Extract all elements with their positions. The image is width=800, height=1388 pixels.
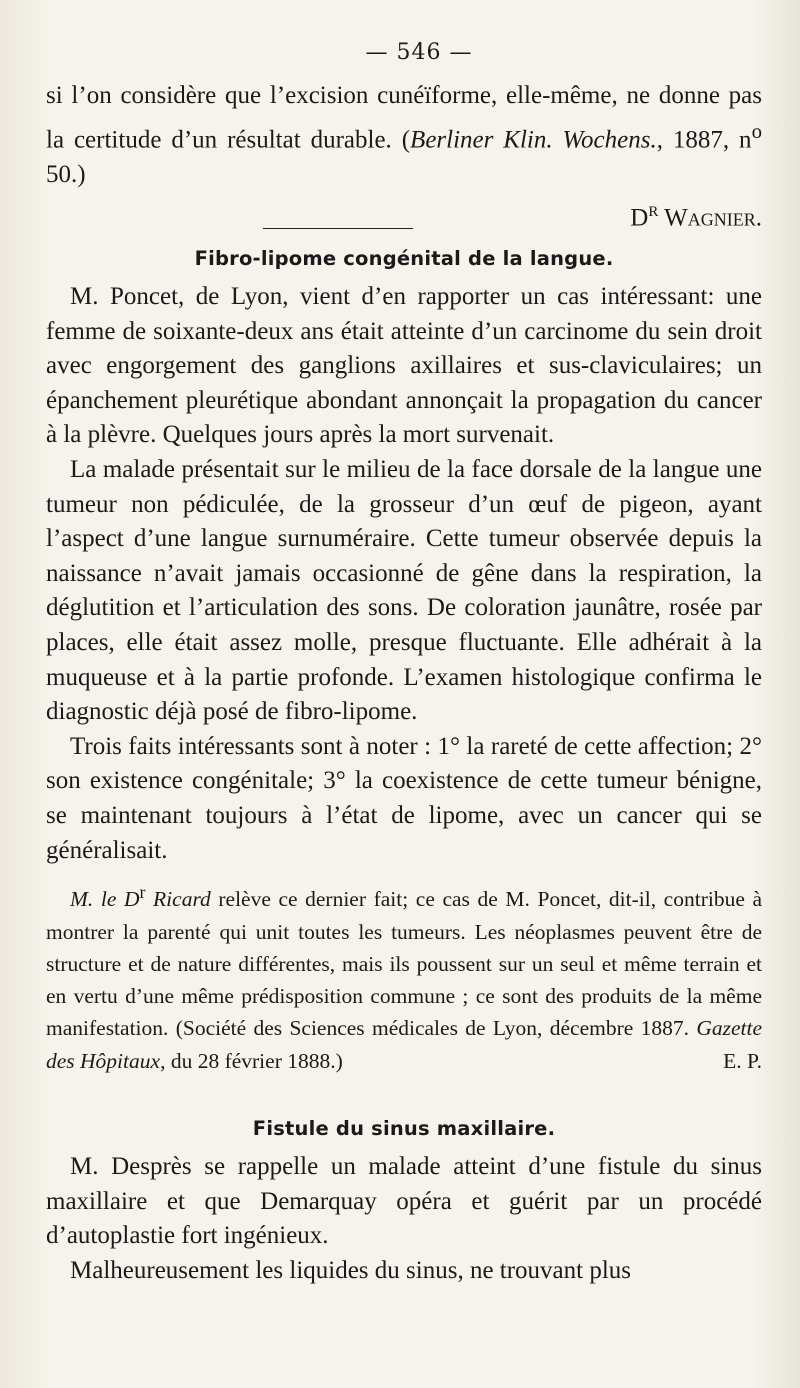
discussion-signature: E. P. [723, 1048, 762, 1073]
section-1-paragraph-3: Trois faits intéressants sont à noter : 1° la rareté de cette affection; 2° son existence congénitale; 3° la coexistence de cette tumeur bénigne, se maintenant toujours à l’état de lipome, avec un cancer qui se généralisait. [46, 732, 762, 864]
section-1-body [46, 280, 762, 868]
intro-text: si l’on considère que l’excision cunéïforme, elle-même, ne donne pas la certitude d’un résultat durable. ( [46, 82, 762, 153]
intro-block [46, 79, 762, 236]
section-1-discussion [46, 876, 762, 1077]
section-2-title: Fistule du sinus maxillaire. [252, 1117, 556, 1141]
section-1-title: Fibro-lipome congénital de la langue. [194, 247, 614, 271]
discussion-text: relève ce dernier fait; ce cas de M. Poncet, dit-il, contribue à montrer la parenté qui unit toutes les tumeurs. Les néoplasmes peuvent être de structure et de nature différentes, mais ils poussent sur un seul et même terrain et en vertu d’une même prédisposition commune ; ce sont des produits de la même manifestation. (Société des Sciences médicales de Lyon, décembre 1887. [46, 887, 763, 1041]
section-2-paragraph-1: M. Desprès se rappelle un malade atteint d’une fistule du sinus maxillaire et que Demarquay opéra et guérit par un procédé d’autoplastie fort ingénieux. [46, 1153, 762, 1250]
intro-year: , 1887, n [656, 125, 752, 153]
discussant-title: M. le D [70, 887, 140, 912]
section-1-paragraph-4 [46, 876, 762, 1077]
signature-title: D [630, 204, 649, 232]
section-1-paragraph-2: La malade présentait sur le milieu de la face dorsale de la langue une tumeur non pédiculée, de la grosseur d’un œuf de pigeon, ayant l’aspect d’une langue surnuméraire. Cette tumeur observée depuis la naissance n’avait jamais occasionné de gêne dans la respiration, la déglutition et l’articulation des sons. De coloration jaunâtre, rosée par places, elle était assez molle, presque fluctuante. Elle adhérait à la muqueuse et à la partie profonde. L’examen histologique confirma le diagnostic déjà posé de fibro-lipome. [46, 456, 762, 726]
section-2-paragraph-2: Malheureusement les liquides du sinus, ne trouvant plus [70, 1256, 632, 1284]
discussion-citation: Gazette des Hôpitaux [46, 1016, 762, 1073]
discussant-name: Ricard [145, 887, 211, 912]
intro-citation: Berliner Klin. Wochens. [410, 125, 657, 153]
discussion-date: , du 28 février 1888.) [160, 1048, 343, 1073]
signature-title-sup: r [648, 197, 659, 222]
page-number: — 546 — [365, 40, 473, 65]
signature-rule [263, 228, 413, 229]
section-2-body [46, 1150, 762, 1288]
section-1-paragraph-1: M. Poncet, de Lyon, vient d’en rapporter un cas intéressant: une femme de soixante-deux ans était atteinte d’un carcinome du sein droit avec engorgement des ganglions axillaires et sus-claviculaires; un épanchement pleurétique abondant annonçait la propagation du cancer à la plèvre. Quelques jours après la mort survenait. [46, 283, 762, 449]
intro-number-sup: o [751, 118, 762, 143]
signature-name: Wagnier. [658, 204, 762, 232]
intro-signature [630, 192, 762, 236]
signature-rule-wrap [46, 224, 630, 225]
intro-number: 50.) [46, 160, 86, 188]
discussant-title-sup: r [139, 882, 146, 903]
intro-signature-row [46, 192, 762, 236]
intro-paragraph [46, 79, 762, 192]
spacer [46, 868, 762, 876]
